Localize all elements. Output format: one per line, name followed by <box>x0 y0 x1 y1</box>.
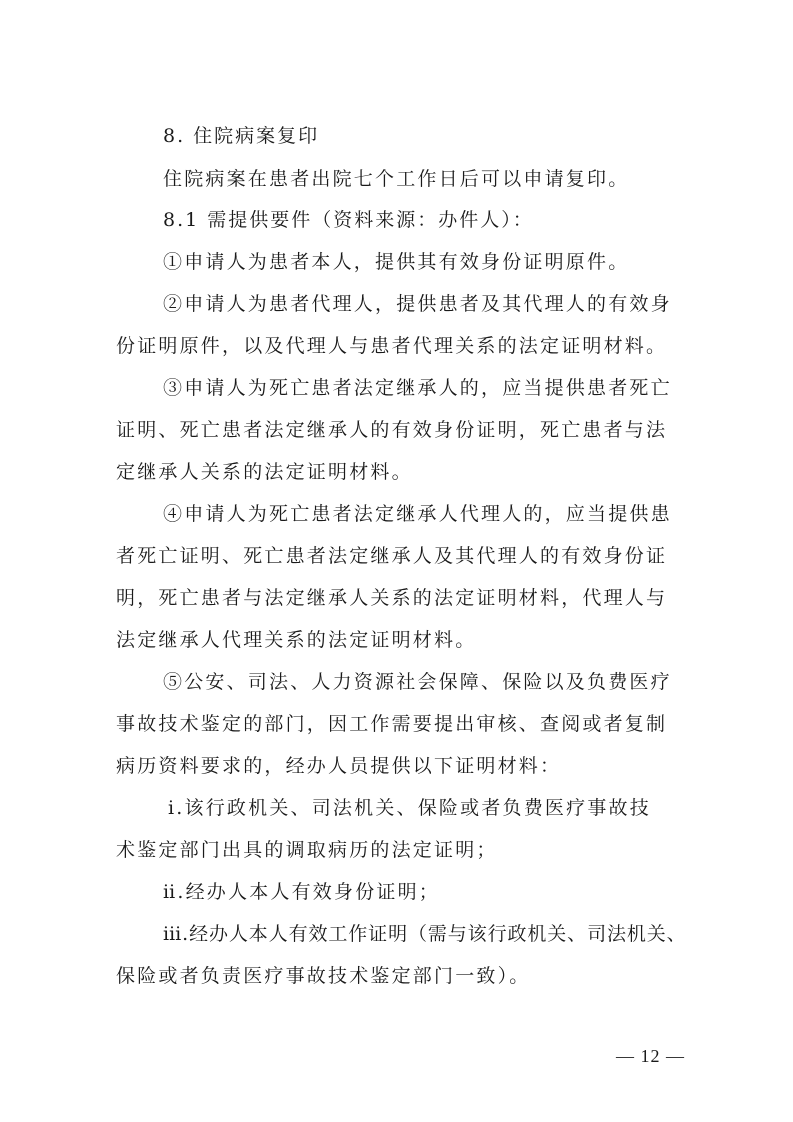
paragraph-2-line-2: 份证明原件，以及代理人与患者代理关系的法定证明材料。 <box>116 335 668 357</box>
page-number: — 12 — <box>616 1046 685 1066</box>
subsection-heading: 8.1 需提供要件（资料来源：办件人）： <box>163 209 534 231</box>
paragraph-2-line-1: ②申请人为患者代理人，提供患者及其代理人的有效身 <box>163 293 672 315</box>
paragraph-3-line-1: ③申请人为死亡患者法定继承人的，应当提供患者死亡 <box>163 377 672 399</box>
paragraph-4-line-3: 明，死亡患者与法定继承人关系的法定证明材料，代理人与 <box>116 587 668 609</box>
paragraph-8-line-2: 保险或者负责医疗事故技术鉴定部门一致）。 <box>116 965 531 987</box>
paragraph-7-line-1: ⅱ.经办人本人有效身份证明； <box>163 881 440 903</box>
paragraph-4-line-1: ④申请人为死亡患者法定继承人代理人的，应当提供患 <box>163 503 672 525</box>
paragraph-4-line-4: 法定继承人代理关系的法定证明材料。 <box>116 629 477 651</box>
paragraph-5-line-1: ⑤公安、司法、人力资源社会保障、保险以及负费医疗 <box>163 671 672 693</box>
paragraph-3-line-3: 定继承人关系的法定证明材料。 <box>116 461 413 483</box>
paragraph-6-line-1: ⅰ.该行政机关、司法机关、保险或者负费医疗事故技 <box>168 797 651 819</box>
paragraph-6-line-2: 术鉴定部门出具的调取病历的法定证明； <box>116 839 498 861</box>
paragraph-8-line-1: ⅲ.经办人本人有效工作证明（需与该行政机关、司法机关、 <box>163 923 687 945</box>
section-heading: 8. 住院病案复印 <box>163 125 320 147</box>
paragraph-5-line-2: 事故技术鉴定的部门，因工作需要提出审核、查阅或者复制 <box>116 713 668 735</box>
paragraph-5-line-3: 病历资料要求的，经办人员提供以下证明材料： <box>116 755 562 777</box>
section-intro: 住院病案在患者出院七个工作日后可以申请复印。 <box>163 168 630 190</box>
paragraph-4-line-2: 者死亡证明、死亡患者法定继承人及其代理人的有效身份证 <box>116 545 668 567</box>
paragraph-1-line-1: ①申请人为患者本人，提供其有效身份证明原件。 <box>163 251 630 273</box>
paragraph-3-line-2: 证明、死亡患者法定继承人的有效身份证明，死亡患者与法 <box>116 419 668 441</box>
